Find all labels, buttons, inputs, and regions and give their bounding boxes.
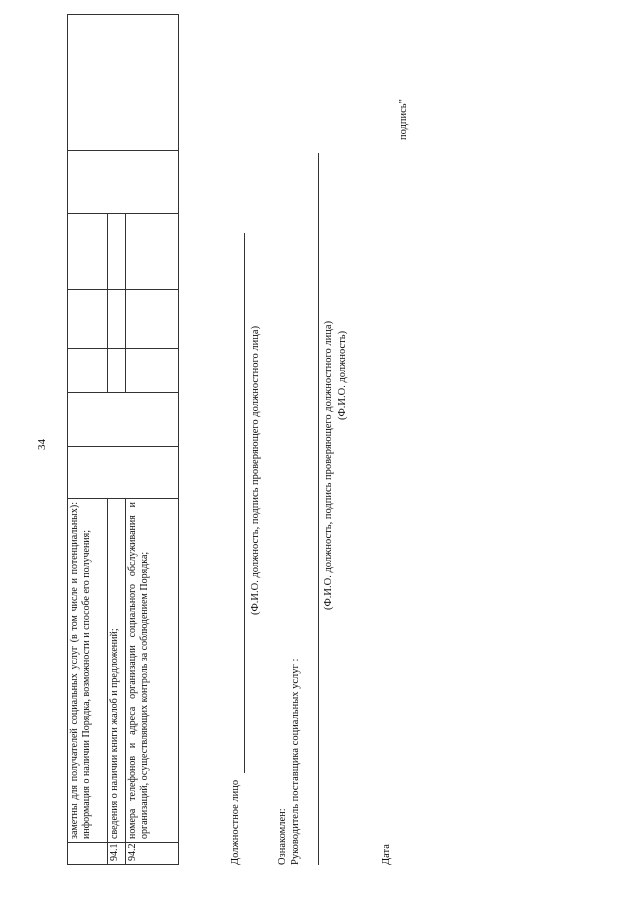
row-number: 94.1 (108, 843, 126, 865)
empty-cell (108, 214, 126, 290)
date-label: Дата (381, 844, 392, 865)
provider-signature-line (318, 153, 319, 865)
official-label: Должностное лицо (230, 779, 241, 865)
empty-cell (68, 393, 179, 447)
empty-cell (68, 214, 108, 290)
empty-cell (68, 151, 179, 214)
row-number: 94.2 (126, 843, 179, 865)
empty-cell (68, 15, 179, 151)
checklist-table (67, 14, 179, 865)
row-number (68, 843, 108, 865)
acquainted-label: Ознакомлен: (277, 808, 288, 865)
row-text: сведения о наличии книги жалоб и предложений; (108, 499, 126, 843)
provider-head-label: Руководитель поставщика социальных услуг : (290, 658, 301, 865)
row-text: номера телефонов и адреса организации социального обслуживания и организаций, осуществляющих контроль за соблюдением Порядка; (126, 499, 179, 843)
page-number: 34 (36, 439, 48, 450)
table-row (68, 15, 108, 865)
signature-label: подпись" (398, 99, 409, 140)
empty-cell (68, 349, 108, 393)
empty-cell (126, 290, 179, 349)
empty-cell (126, 349, 179, 393)
empty-cell (108, 349, 126, 393)
provider-caption-1: (Ф.И.О. должность, подпись проверяющего должностного лица) (323, 320, 334, 610)
empty-cell (68, 290, 108, 349)
empty-cell (126, 214, 179, 290)
official-caption: (Ф.И.О. должность, подпись проверяющего должностного лица) (250, 325, 261, 615)
row-text: заметны для получателей социальных услуг (в том числе и потенциальных): информация о наличии Порядка, возможности и способе его получения; (68, 499, 108, 843)
empty-cell (108, 290, 126, 349)
provider-caption-2: (Ф.И.О. должность) (337, 330, 348, 420)
official-signature-line (244, 233, 245, 773)
empty-cell (68, 447, 179, 499)
